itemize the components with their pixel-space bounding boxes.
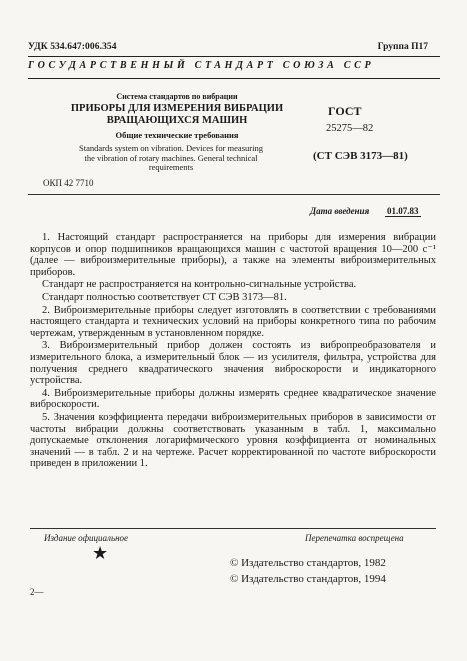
group-code: Группа П17: [377, 42, 428, 52]
paragraph-2: Стандарт не распространяется на контрольно-сигнальные устройства.: [42, 279, 357, 291]
title-block-rule: [28, 194, 440, 195]
copyright-1982: © Издательство стандартов, 1982: [230, 557, 386, 569]
title-line-1: ПРИБОРЫ ДЛЯ ИЗМЕРЕНИЯ ВИБРАЦИИ: [70, 103, 284, 114]
star-icon: ★: [92, 543, 109, 563]
gov-standard-heading: ГОСУДАРСТВЕННЫЙ СТАНДАРТ СОЮЗА ССР: [28, 60, 375, 71]
paragraph-6: 4. Виброизмерительные приборы должны измерять среднее квадратическое значение виброскорости.: [30, 387, 436, 411]
english-title: [40, 144, 302, 173]
english-line-2: the vibration of rotary machines. General technical: [84, 152, 258, 163]
document-title: [62, 103, 292, 127]
document-body: [30, 232, 436, 471]
paragraph-5: 3. Виброизмерительный прибор должен состоять из вибропреобразователя и измерительного блока, а измерительный блок — из усилителя, фильтра, устройства для получения среднего квадратического значения виброскорости и индикаторного устройства.: [30, 340, 436, 387]
udk-code: УДК 534.647:006.354: [28, 42, 117, 52]
reprint-prohibited-note: Перепечатка воспрещена: [305, 533, 404, 543]
paragraph-1: 1. Настоящий стандарт распространяется на приборы для измерения вибрации корпусов и опор подшипников вращающихся машин с частотой вращения 10—200 с⁻¹ (далее — виброизмерительные приборы), а также на элементы виброизмерительных приборов.: [30, 232, 436, 278]
gost-number: 25275—82: [326, 123, 374, 134]
okp-code: ОКП 42 7710: [43, 178, 94, 188]
paragraph-4: 2. Виброизмерительные приборы следует изготовлять в соответствии с требованиями настоящего стандарта и технических условий на приборы конкретного типа по рабочим чертежам, утвержденным в установленном порядке.: [30, 304, 436, 339]
paragraph-7: 5. Значения коэффициента передачи виброизмерительных приборов в зависимости от частоты вибрации должны соответствовать указанным в табл. 1, максимально допускаемые отклонения логарифмического уровня коэффициента от номинальных значений — в табл. 2 и на чертеже. Расчет корректированной по частоте виброскорости приведен в приложении 1.: [30, 411, 436, 470]
title-line-2: ВРАЩАЮЩИХСЯ МАШИН: [106, 115, 248, 126]
effective-date-value: 01.07.83: [387, 206, 419, 216]
document-subtitle: Общие технические требования: [115, 130, 239, 140]
official-edition-note: Издание официальное: [44, 533, 129, 543]
standards-system: Система стандартов по вибрации: [116, 92, 238, 101]
effective-date-label: Дата введения: [310, 206, 370, 216]
english-line-1: Standards system on vibration. Devices for measuring: [79, 143, 263, 153]
copyright-1994: © Издательство стандартов, 1994: [230, 573, 386, 585]
header-rule-top: [28, 56, 440, 57]
footer-rule: [30, 528, 436, 529]
st-sev-reference: (СТ СЭВ 3173—81): [313, 150, 408, 162]
english-line-3: requirements: [148, 162, 194, 172]
gost-label: ГОСТ: [328, 104, 362, 118]
paragraph-3: Стандарт полностью соответствует СТ СЭВ 3173—81.: [42, 291, 287, 303]
page-mark: 2—: [30, 587, 44, 597]
header-rule-bottom: [28, 78, 440, 79]
